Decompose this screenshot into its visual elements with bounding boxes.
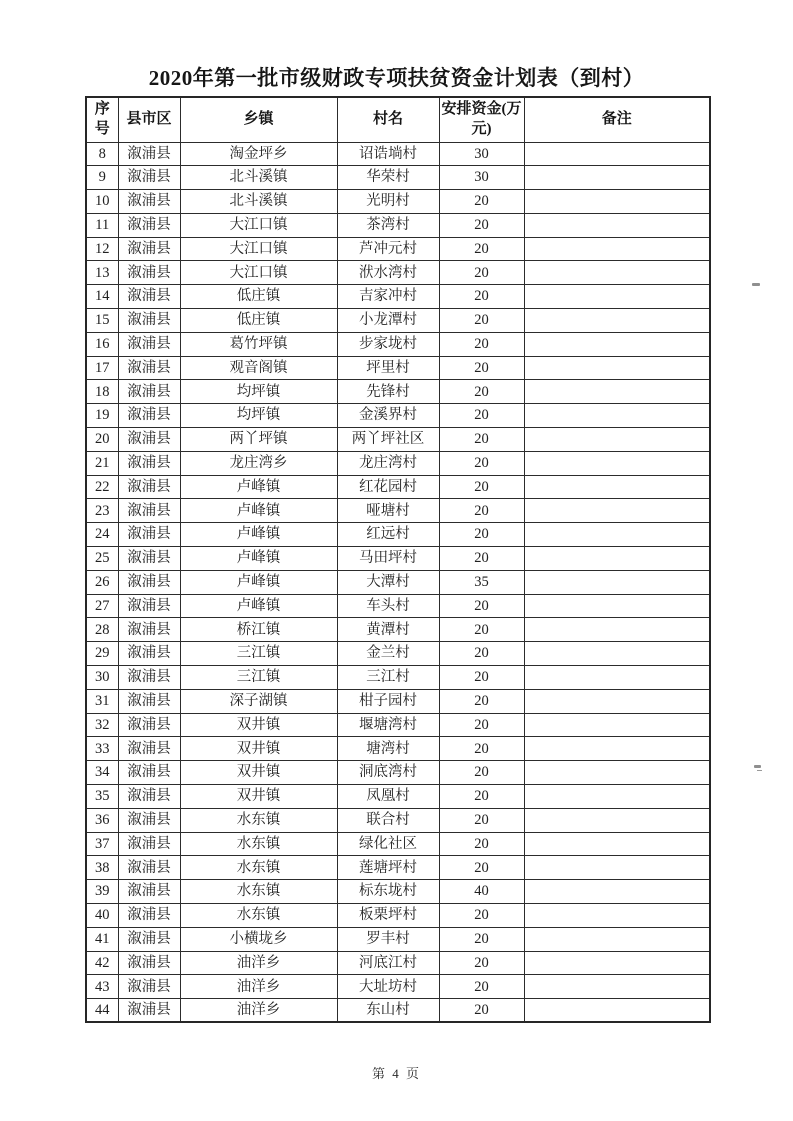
cell-county: 溆浦县	[118, 285, 180, 309]
cell-village: 罗丰村	[337, 927, 439, 951]
cell-seq: 30	[86, 666, 118, 690]
cell-township: 深子湖镇	[180, 689, 337, 713]
cell-township: 油洋乡	[180, 951, 337, 975]
table-row	[86, 880, 710, 904]
cell-seq: 12	[86, 237, 118, 261]
cell-seq: 34	[86, 761, 118, 785]
cell-county: 溆浦县	[118, 737, 180, 761]
cell-county: 溆浦县	[118, 404, 180, 428]
cell-remarks	[524, 309, 710, 333]
cell-remarks	[524, 832, 710, 856]
cell-seq: 27	[86, 594, 118, 618]
cell-amount: 20	[439, 856, 524, 880]
table-header	[86, 97, 710, 142]
table-row	[86, 404, 710, 428]
cell-remarks	[524, 975, 710, 999]
cell-village: 步家垅村	[337, 332, 439, 356]
table-row	[86, 213, 710, 237]
cell-amount: 20	[439, 975, 524, 999]
cell-county: 溆浦县	[118, 832, 180, 856]
cell-township: 双井镇	[180, 713, 337, 737]
cell-amount: 20	[439, 808, 524, 832]
cell-county: 溆浦县	[118, 190, 180, 214]
cell-village: 联合村	[337, 808, 439, 832]
cell-amount: 20	[439, 237, 524, 261]
cell-county: 溆浦县	[118, 666, 180, 690]
cell-township: 双井镇	[180, 761, 337, 785]
cell-county: 溆浦县	[118, 713, 180, 737]
cell-county: 溆浦县	[118, 618, 180, 642]
cell-seq: 35	[86, 785, 118, 809]
table-row	[86, 475, 710, 499]
cell-county: 溆浦县	[118, 332, 180, 356]
cell-village: 柑子园村	[337, 689, 439, 713]
cell-amount: 20	[439, 499, 524, 523]
cell-seq: 26	[86, 570, 118, 594]
cell-township: 卢峰镇	[180, 594, 337, 618]
cell-township: 双井镇	[180, 737, 337, 761]
cell-township: 水东镇	[180, 808, 337, 832]
cell-remarks	[524, 404, 710, 428]
cell-remarks	[524, 785, 710, 809]
table-row	[86, 642, 710, 666]
cell-remarks	[524, 380, 710, 404]
cell-village: 华荣村	[337, 166, 439, 190]
cell-village: 红远村	[337, 523, 439, 547]
table-row	[86, 594, 710, 618]
cell-township: 北斗溪镇	[180, 190, 337, 214]
table-row	[86, 761, 710, 785]
cell-amount: 40	[439, 880, 524, 904]
table-row	[86, 166, 710, 190]
cell-remarks	[524, 451, 710, 475]
table-row	[86, 618, 710, 642]
cell-amount: 20	[439, 761, 524, 785]
cell-township: 卢峰镇	[180, 499, 337, 523]
table-row	[86, 689, 710, 713]
cell-county: 溆浦县	[118, 642, 180, 666]
table-row	[86, 713, 710, 737]
cell-amount: 20	[439, 832, 524, 856]
cell-village: 金兰村	[337, 642, 439, 666]
cell-county: 溆浦县	[118, 880, 180, 904]
table-row	[86, 237, 710, 261]
cell-village: 两丫坪社区	[337, 428, 439, 452]
cell-county: 溆浦县	[118, 523, 180, 547]
header-village: 村名	[337, 97, 439, 142]
cell-seq: 23	[86, 499, 118, 523]
cell-county: 溆浦县	[118, 237, 180, 261]
cell-township: 油洋乡	[180, 975, 337, 999]
cell-seq: 10	[86, 190, 118, 214]
cell-township: 卢峰镇	[180, 570, 337, 594]
cell-village: 凤凰村	[337, 785, 439, 809]
header-row	[86, 97, 710, 142]
table-row	[86, 142, 710, 166]
cell-county: 溆浦县	[118, 309, 180, 333]
cell-township: 卢峰镇	[180, 475, 337, 499]
cell-township: 小横垅乡	[180, 927, 337, 951]
cell-seq: 25	[86, 547, 118, 571]
header-township: 乡镇	[180, 97, 337, 142]
cell-seq: 36	[86, 808, 118, 832]
cell-amount: 20	[439, 594, 524, 618]
cell-amount: 20	[439, 428, 524, 452]
scan-artifact	[752, 283, 760, 286]
cell-township: 淘金坪乡	[180, 142, 337, 166]
table-row	[86, 904, 710, 928]
cell-remarks	[524, 499, 710, 523]
cell-amount: 20	[439, 927, 524, 951]
header-county: 县市区	[118, 97, 180, 142]
cell-amount: 20	[439, 380, 524, 404]
cell-county: 溆浦县	[118, 927, 180, 951]
cell-county: 溆浦县	[118, 594, 180, 618]
cell-township: 北斗溪镇	[180, 166, 337, 190]
cell-county: 溆浦县	[118, 380, 180, 404]
cell-amount: 20	[439, 309, 524, 333]
cell-remarks	[524, 808, 710, 832]
cell-seq: 44	[86, 999, 118, 1023]
cell-amount: 20	[439, 261, 524, 285]
cell-township: 水东镇	[180, 880, 337, 904]
cell-seq: 16	[86, 332, 118, 356]
cell-township: 均坪镇	[180, 404, 337, 428]
page-title: 2020年第一批市级财政专项扶贫资金计划表（到村）	[148, 66, 645, 90]
cell-remarks	[524, 475, 710, 499]
cell-seq: 28	[86, 618, 118, 642]
cell-village: 洞底湾村	[337, 761, 439, 785]
cell-remarks	[524, 761, 710, 785]
cell-county: 溆浦县	[118, 904, 180, 928]
cell-remarks	[524, 999, 710, 1023]
cell-seq: 15	[86, 309, 118, 333]
cell-township: 水东镇	[180, 832, 337, 856]
cell-amount: 20	[439, 713, 524, 737]
cell-village: 河底江村	[337, 951, 439, 975]
cell-seq: 31	[86, 689, 118, 713]
cell-amount: 20	[439, 356, 524, 380]
cell-county: 溆浦县	[118, 761, 180, 785]
cell-county: 溆浦县	[118, 808, 180, 832]
cell-remarks	[524, 737, 710, 761]
table-row	[86, 737, 710, 761]
cell-village: 吉家冲村	[337, 285, 439, 309]
cell-village: 金溪界村	[337, 404, 439, 428]
table-row	[86, 332, 710, 356]
table-row	[86, 856, 710, 880]
cell-amount: 20	[439, 285, 524, 309]
cell-village: 洑水湾村	[337, 261, 439, 285]
cell-township: 均坪镇	[180, 380, 337, 404]
header-remarks: 备注	[524, 97, 710, 142]
cell-county: 溆浦县	[118, 856, 180, 880]
cell-seq: 11	[86, 213, 118, 237]
cell-county: 溆浦县	[118, 547, 180, 571]
cell-county: 溆浦县	[118, 356, 180, 380]
cell-seq: 42	[86, 951, 118, 975]
cell-seq: 9	[86, 166, 118, 190]
cell-village: 茶湾村	[337, 213, 439, 237]
cell-seq: 8	[86, 142, 118, 166]
scan-artifact	[754, 765, 761, 768]
cell-remarks	[524, 547, 710, 571]
cell-remarks	[524, 142, 710, 166]
cell-county: 溆浦县	[118, 499, 180, 523]
cell-village: 大潭村	[337, 570, 439, 594]
cell-remarks	[524, 428, 710, 452]
cell-county: 溆浦县	[118, 213, 180, 237]
cell-remarks	[524, 618, 710, 642]
cell-seq: 39	[86, 880, 118, 904]
cell-seq: 33	[86, 737, 118, 761]
cell-seq: 18	[86, 380, 118, 404]
cell-amount: 30	[439, 142, 524, 166]
cell-amount: 20	[439, 332, 524, 356]
cell-township: 大江口镇	[180, 237, 337, 261]
cell-remarks	[524, 166, 710, 190]
cell-amount: 20	[439, 999, 524, 1023]
cell-amount: 20	[439, 642, 524, 666]
table-row	[86, 808, 710, 832]
cell-amount: 20	[439, 404, 524, 428]
table-body	[86, 142, 710, 1022]
table-row	[86, 570, 710, 594]
cell-remarks	[524, 523, 710, 547]
cell-township: 三江镇	[180, 642, 337, 666]
cell-amount: 20	[439, 666, 524, 690]
table-row	[86, 451, 710, 475]
cell-seq: 17	[86, 356, 118, 380]
table-row	[86, 309, 710, 333]
cell-remarks	[524, 904, 710, 928]
cell-amount: 20	[439, 785, 524, 809]
cell-county: 溆浦县	[118, 428, 180, 452]
cell-amount: 20	[439, 213, 524, 237]
cell-township: 水东镇	[180, 856, 337, 880]
cell-remarks	[524, 332, 710, 356]
table-row	[86, 999, 710, 1023]
cell-seq: 43	[86, 975, 118, 999]
cell-county: 溆浦县	[118, 689, 180, 713]
cell-remarks	[524, 689, 710, 713]
cell-remarks	[524, 927, 710, 951]
cell-seq: 24	[86, 523, 118, 547]
cell-township: 低庄镇	[180, 309, 337, 333]
cell-village: 车头村	[337, 594, 439, 618]
cell-amount: 20	[439, 190, 524, 214]
cell-township: 观音阁镇	[180, 356, 337, 380]
cell-village: 标东垅村	[337, 880, 439, 904]
cell-seq: 37	[86, 832, 118, 856]
cell-township: 大江口镇	[180, 213, 337, 237]
table-row	[86, 951, 710, 975]
page-number: 第 4 页	[371, 1066, 421, 1081]
cell-village: 先锋村	[337, 380, 439, 404]
cell-county: 溆浦县	[118, 475, 180, 499]
cell-remarks	[524, 880, 710, 904]
cell-county: 溆浦县	[118, 975, 180, 999]
cell-seq: 38	[86, 856, 118, 880]
cell-remarks	[524, 570, 710, 594]
cell-village: 大址坊村	[337, 975, 439, 999]
cell-amount: 20	[439, 523, 524, 547]
header-amount: 安排资金(万元)	[439, 97, 524, 142]
cell-remarks	[524, 666, 710, 690]
table-row	[86, 499, 710, 523]
cell-remarks	[524, 951, 710, 975]
cell-seq: 29	[86, 642, 118, 666]
cell-remarks	[524, 285, 710, 309]
cell-county: 溆浦县	[118, 261, 180, 285]
table-row	[86, 785, 710, 809]
cell-remarks	[524, 356, 710, 380]
cell-village: 龙庄湾村	[337, 451, 439, 475]
cell-county: 溆浦县	[118, 570, 180, 594]
cell-township: 卢峰镇	[180, 547, 337, 571]
cell-township: 油洋乡	[180, 999, 337, 1023]
table-row	[86, 285, 710, 309]
cell-village: 光明村	[337, 190, 439, 214]
cell-seq: 21	[86, 451, 118, 475]
cell-village: 绿化社区	[337, 832, 439, 856]
table-row	[86, 380, 710, 404]
cell-seq: 14	[86, 285, 118, 309]
cell-county: 溆浦县	[118, 785, 180, 809]
cell-township: 大江口镇	[180, 261, 337, 285]
cell-village: 红花园村	[337, 475, 439, 499]
cell-remarks	[524, 237, 710, 261]
cell-amount: 20	[439, 951, 524, 975]
table-row	[86, 428, 710, 452]
cell-remarks	[524, 213, 710, 237]
cell-county: 溆浦县	[118, 999, 180, 1023]
cell-amount: 20	[439, 689, 524, 713]
cell-village: 塘湾村	[337, 737, 439, 761]
cell-village: 诏诰埫村	[337, 142, 439, 166]
cell-township: 葛竹坪镇	[180, 332, 337, 356]
table-row	[86, 832, 710, 856]
cell-county: 溆浦县	[118, 451, 180, 475]
cell-amount: 20	[439, 451, 524, 475]
table-row	[86, 190, 710, 214]
cell-remarks	[524, 856, 710, 880]
cell-village: 小龙潭村	[337, 309, 439, 333]
cell-amount: 20	[439, 737, 524, 761]
cell-township: 低庄镇	[180, 285, 337, 309]
cell-township: 双井镇	[180, 785, 337, 809]
table-row	[86, 547, 710, 571]
table-row	[86, 666, 710, 690]
cell-remarks	[524, 642, 710, 666]
cell-amount: 30	[439, 166, 524, 190]
cell-village: 黄潭村	[337, 618, 439, 642]
cell-seq: 20	[86, 428, 118, 452]
cell-village: 哑塘村	[337, 499, 439, 523]
cell-village: 东山村	[337, 999, 439, 1023]
fund-plan-table	[85, 96, 711, 1023]
cell-village: 堰塘湾村	[337, 713, 439, 737]
header-seq: 序号	[86, 97, 118, 142]
cell-amount: 20	[439, 618, 524, 642]
cell-seq: 41	[86, 927, 118, 951]
cell-village: 三江村	[337, 666, 439, 690]
cell-village: 莲塘坪村	[337, 856, 439, 880]
cell-seq: 22	[86, 475, 118, 499]
cell-village: 马田坪村	[337, 547, 439, 571]
cell-township: 桥江镇	[180, 618, 337, 642]
cell-amount: 20	[439, 547, 524, 571]
cell-amount: 35	[439, 570, 524, 594]
table-row	[86, 523, 710, 547]
table-row	[86, 356, 710, 380]
cell-county: 溆浦县	[118, 142, 180, 166]
cell-seq: 32	[86, 713, 118, 737]
cell-remarks	[524, 713, 710, 737]
cell-township: 三江镇	[180, 666, 337, 690]
cell-amount: 20	[439, 904, 524, 928]
cell-remarks	[524, 261, 710, 285]
cell-village: 芦冲元村	[337, 237, 439, 261]
cell-township: 卢峰镇	[180, 523, 337, 547]
cell-township: 两丫坪镇	[180, 428, 337, 452]
cell-remarks	[524, 594, 710, 618]
cell-amount: 20	[439, 475, 524, 499]
cell-township: 龙庄湾乡	[180, 451, 337, 475]
cell-remarks	[524, 190, 710, 214]
cell-seq: 13	[86, 261, 118, 285]
cell-township: 水东镇	[180, 904, 337, 928]
cell-village: 坪里村	[337, 356, 439, 380]
cell-seq: 19	[86, 404, 118, 428]
table-row	[86, 261, 710, 285]
cell-seq: 40	[86, 904, 118, 928]
cell-county: 溆浦县	[118, 166, 180, 190]
cell-village: 板栗坪村	[337, 904, 439, 928]
cell-county: 溆浦县	[118, 951, 180, 975]
table-row	[86, 975, 710, 999]
table-row	[86, 927, 710, 951]
